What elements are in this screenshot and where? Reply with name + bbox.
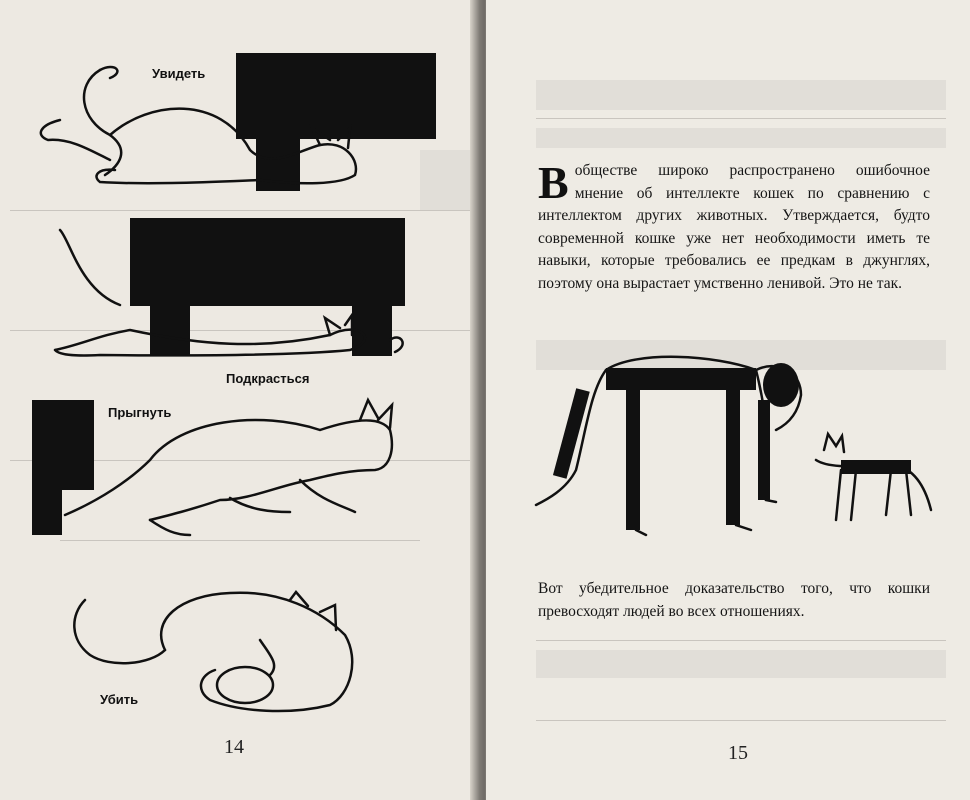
cat-standing [816, 434, 931, 520]
cat-pouncing [65, 400, 392, 535]
label-kill: Убить [100, 692, 139, 707]
box-leg-3 [32, 490, 62, 535]
page-number-left: 14 [224, 736, 244, 758]
intro-paragraph [538, 157, 930, 295]
cat-sequence-illustration [0, 0, 478, 800]
skeleton-illustration [486, 330, 970, 580]
caption-paragraph: Вот убедительное доказательство того, что кошки превосходят людей во всех отношениях. [538, 580, 930, 620]
label-jump: Прыгнуть [108, 405, 172, 420]
bleed-through [536, 128, 946, 148]
intro-text: обществе широко распространено ошибочное мнение об интеллекте кошек по сравнению с интеллектом других животных. Утверждается, будто современной кошке уже нет необходимости иметь те навыки, которые требовались ее предкам в джунглях, поэтому она вырастает умственно ленивой. Это не так. [538, 162, 930, 292]
cat-skeleton [841, 460, 911, 474]
page-number-right: 15 [728, 742, 748, 764]
bleed-through [536, 720, 946, 721]
table-top-2 [130, 218, 405, 306]
table-top-1 [236, 53, 436, 139]
bleed-through [536, 640, 946, 641]
bleed-through [536, 118, 946, 119]
drop-cap: В [538, 157, 569, 208]
bleed-through [536, 80, 946, 110]
right-page [486, 0, 970, 800]
left-page [0, 0, 478, 800]
human-skeleton [553, 363, 799, 530]
label-sneak: Подкрасться [226, 371, 310, 386]
label-see: Увидеть [152, 66, 206, 81]
bleed-through [536, 650, 946, 678]
table-leg-2a [150, 306, 190, 356]
box-top-3 [32, 400, 94, 490]
